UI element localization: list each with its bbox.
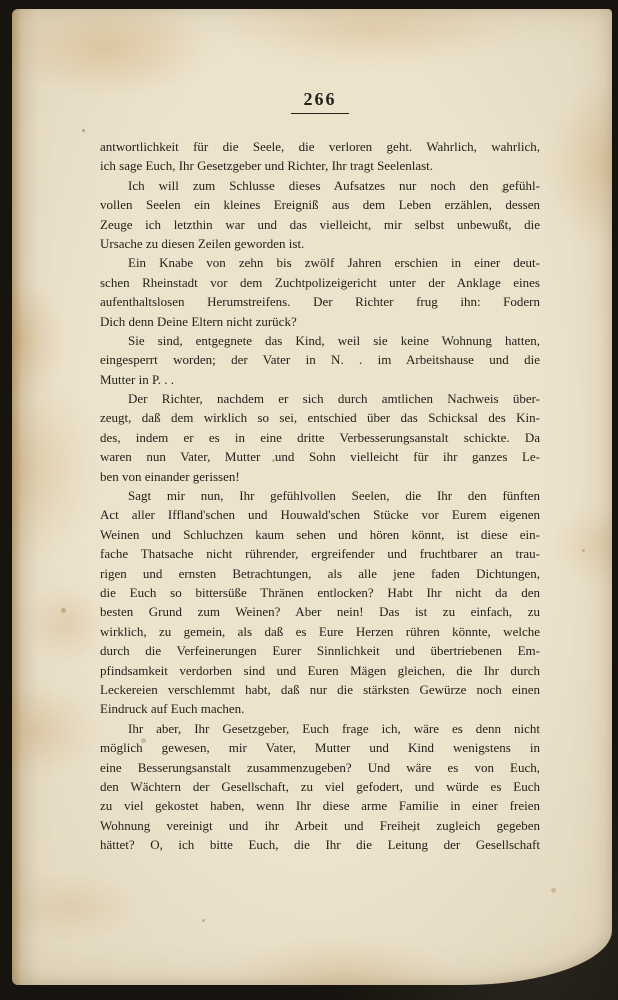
text-line: Act aller Iffland'schen und Houwald'schen Stücke vor Eurem eigenen: [100, 507, 540, 523]
text-line: den Wächtern der Gesellschaft, zu viel gefodert, und würde es Euch: [100, 778, 540, 794]
text-line: Zeuge ich letzthin war und das vielleicht, mir selbst unbewußt, die: [100, 216, 540, 232]
paragraph: [100, 137, 540, 176]
page-header: [100, 89, 540, 114]
text-line: Mutter in P. . .: [100, 371, 175, 387]
text-line: ich sage Euch, Ihr Gesetzgeber und Richter, Ihr tragt Seelenlast.: [100, 158, 434, 174]
paragraph: [100, 331, 540, 389]
text-line: Ich will zum Schlusse dieses Aufsatzes nur noch den gefühl-: [128, 177, 540, 193]
text-line: wirklich, zu gemein, als daß es Eure Herzen rühren könnte, welche: [100, 623, 540, 639]
text-line: die Euch so bittersüße Thränen entlocken? Habt Ihr nicht da den: [100, 584, 540, 600]
text-line: möglich gewesen, mir Vater, Mutter und Kind wenigstens in: [100, 740, 540, 756]
text-line: waren nun Vater, Mutter und Sohn vielleicht für ihr ganzes Le-: [100, 449, 540, 465]
paragraph: [100, 253, 540, 331]
page-number: 266: [303, 89, 337, 109]
text-line: besten Grund zum Weinen? Aber nein! Das ist zu einfach, zu: [100, 604, 540, 620]
text-line: vollen Seelen ein kleines Ereigniß aus dem Leben erzählen, dessen: [100, 197, 540, 213]
text-line: Eindruck auf Euch machen.: [100, 701, 245, 717]
text-line: pfindsamkeit verdorben sind und Euren Mägen gleichen, die Ihr durch: [100, 662, 540, 678]
text-line: fache Thatsache nicht rührender, ergreifender und fruchtbarer an trau-: [100, 546, 540, 562]
text-line: Ihr aber, Ihr Gesetzgeber, Euch frage ich, wäre es denn nicht: [128, 720, 540, 736]
foxing-speckles: [82, 129, 85, 132]
text-line: hättet? O, ich bitte Euch, die Ihr die Leitung der Gesellschaft: [100, 837, 540, 853]
paragraph: [100, 176, 540, 254]
text-line: Sie sind, entgegnete das Kind, weil sie keine Wohnung hatten,: [128, 332, 540, 348]
text-line: Ursache zu diesen Zeilen geworden ist.: [100, 235, 305, 251]
paragraph: [100, 719, 540, 855]
text-line: Der Richter, nachdem er sich durch amtlichen Nachweis über-: [128, 391, 540, 407]
text-line: Sagt mir nun, Ihr gefühlvollen Seelen, die Ihr den fünften: [128, 488, 540, 504]
text-line: schen Rheinstadt vor dem Zuchtpolizeigericht unter der Anklage eines: [100, 274, 540, 290]
text-line: zu viel gekostet haben, wenn Ihr diese arme Familie in einer freien: [100, 798, 540, 814]
text-line: zeugt, daß dem wirklich so sei, entschied über das Schicksal des Kin-: [100, 410, 540, 426]
paragraph: [100, 486, 540, 719]
text-line: aufenthaltslosen Herumstreifens. Der Richter frug ihn: Fodern: [100, 294, 540, 310]
book-page: [12, 9, 612, 985]
text-line: Dich denn Deine Eltern nicht zurück?: [100, 313, 297, 329]
text-line: eingesperrt worden; der Vater in N. . im Arbeitshause und die: [100, 352, 540, 368]
text-line: ben von einander gerissen!: [100, 468, 240, 484]
text-line: rigen und ernsten Betrachtungen, als alle jene faden Dichtungen,: [100, 565, 540, 581]
text-line: antwortlichkeit für die Seele, die verloren geht. Wahrlich, wahrlich,: [100, 139, 540, 154]
text-line: Wohnung vereinigt und ihr Arbeit und Freiheit zugleich gegeben: [100, 817, 540, 833]
text-line: Ein Knabe von zehn bis zwölf Jahren erschien in einer deut-: [128, 255, 540, 271]
text-block: [100, 137, 540, 854]
text-line: durch die Verfeinerungen Eurer Sinnlichkeit und übertriebenen Em-: [100, 643, 540, 659]
text-line: eine Besserungsanstalt zusammenzugeben? Und wäre es von Euch,: [100, 759, 540, 775]
text-line: des, indem er es in eine dritte Verbesserungsanstalt schickte. Da: [100, 429, 540, 445]
paragraph: [100, 389, 540, 486]
text-line: Weinen und Schluchzen kaum sehen und hören könnt, ist diese ein-: [100, 526, 540, 542]
page-number-rule: [291, 113, 349, 114]
text-line: Leckereien verschlemmt habt, daß nur die stärksten Gewürze noch einen: [100, 681, 540, 697]
